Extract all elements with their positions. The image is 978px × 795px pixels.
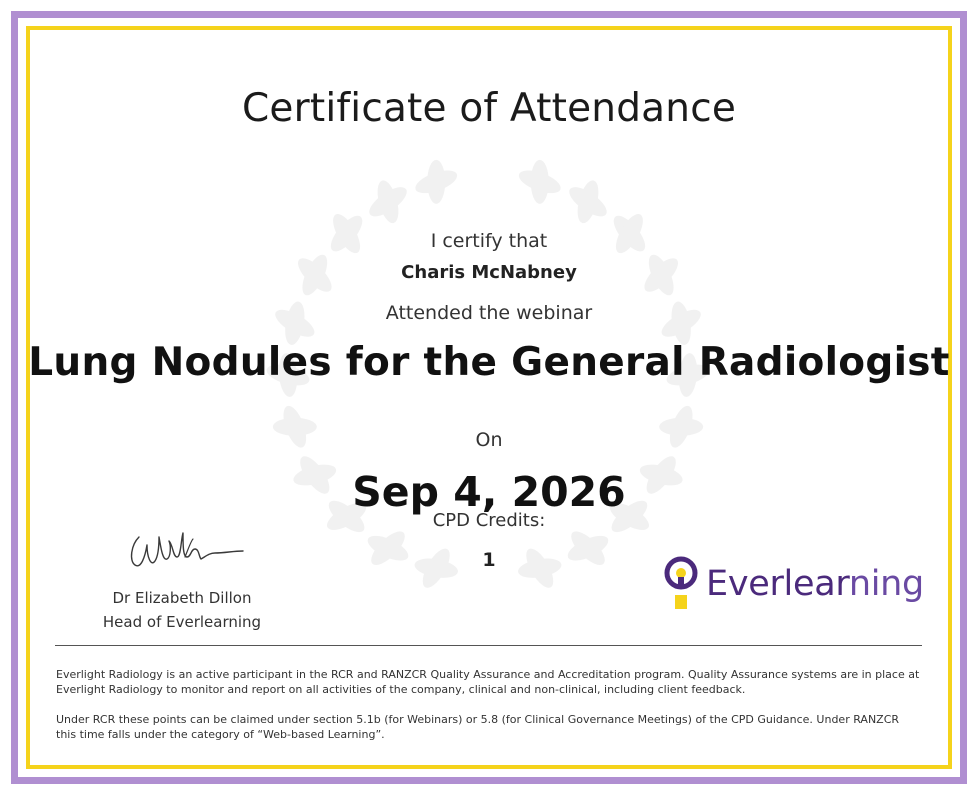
- signature-image: [125, 527, 255, 575]
- signatory-role: Head of Everlearning: [102, 613, 262, 631]
- logo-text-secondary: ning: [848, 563, 924, 604]
- attended-text: Attended the webinar: [385, 302, 593, 324]
- logo-wordmark: [706, 563, 924, 604]
- recipient-name: Charis McNabney: [401, 262, 577, 283]
- footer-paragraph-1: Everlight Radiology is an active participant in the RCR and RANZCR Quality Assurance and Accreditation program. Quality Assurance systems are in place at Everlight Radiology to monitor and report on all activities of the company, clinical and non-clinical, including client feedback.: [56, 668, 920, 696]
- cpd-credits-value: 1: [482, 549, 496, 571]
- lightbulb-icon: [663, 555, 699, 613]
- everlearning-logo: [663, 555, 924, 613]
- logo-text-primary: Everlear: [706, 563, 849, 604]
- certificate-title: Certificate of Attendance: [241, 86, 737, 131]
- webinar-date: Sep 4, 2026: [352, 468, 626, 516]
- on-text: On: [475, 429, 503, 451]
- footer-paragraph-2: Under RCR these points can be claimed under section 5.1b (for Webinars) or 5.8 (for Clinical Governance Meetings) of the CPD Guidance. Under RANZCR this time falls under the category of “Web-based Learning”.: [56, 713, 900, 741]
- certify-text: I certify that: [430, 230, 548, 252]
- laurel-leaf: [531, 160, 549, 204]
- footer-divider: [55, 645, 922, 646]
- cpd-credits-label: CPD Credits:: [432, 510, 546, 531]
- webinar-title: Lung Nodules for the General Radiologist: [28, 340, 950, 385]
- signatory-name: Dr Elizabeth Dillon: [112, 589, 252, 607]
